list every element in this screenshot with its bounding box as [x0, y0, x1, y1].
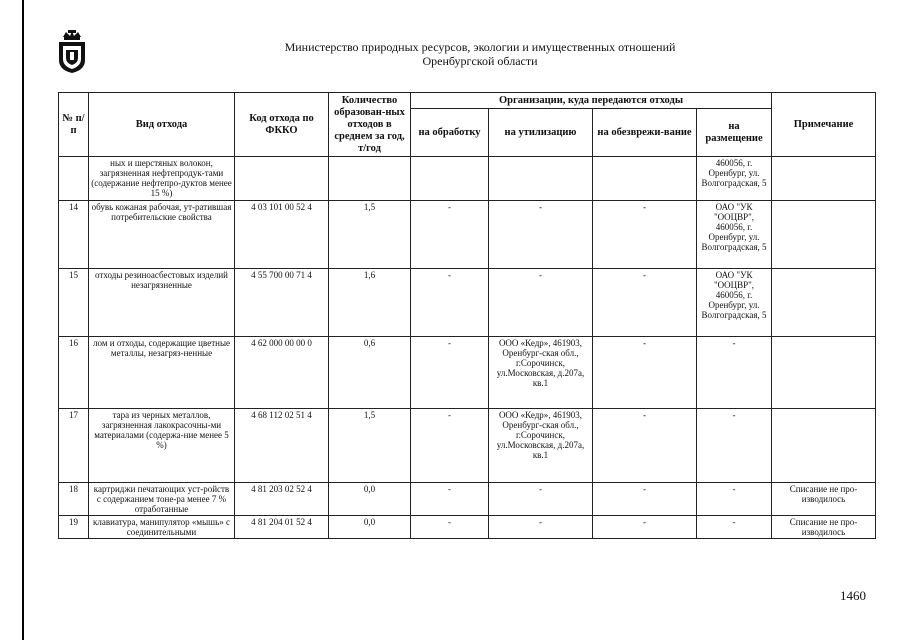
cell-placement: -	[697, 483, 772, 516]
cell-code: 4 68 112 02 51 4	[235, 409, 329, 483]
region-name: Оренбургской области	[422, 54, 538, 68]
cell-placement: -	[697, 516, 772, 539]
cell-processing: -	[411, 409, 489, 483]
cell-code: 4 62 000 00 00 0	[235, 337, 329, 409]
table-row	[59, 157, 876, 201]
col-header-orgs-group: Организации, куда передаются отходы	[411, 93, 772, 109]
cell-neutralization: -	[593, 269, 697, 337]
cell-code: 4 55 700 00 71 4	[235, 269, 329, 337]
cell-utilization: ООО «Кедр», 461903, Оренбург-ская обл., г.Сорочинск, ул.Московская, д.207а, кв.1	[489, 409, 593, 483]
col-header-utilization: на утилизацию	[489, 109, 593, 157]
col-header-neutralization: на обезврежи-вание	[593, 109, 697, 157]
cell-placement: -	[697, 337, 772, 409]
cell-utilization: ООО «Кедр», 461903, Оренбург-ская обл., г.Сорочинск, ул.Московская, д.207а, кв.1	[489, 337, 593, 409]
header-row	[59, 93, 876, 109]
cell-type: отходы резиноасбестовых изделий незагрязненные	[89, 269, 235, 337]
cell-type: тара из черных металлов, загрязненная лакокрасочны-ми материалами (содержа-ние менее 5 %)	[89, 409, 235, 483]
cell-quantity: 0,0	[329, 483, 411, 516]
cell-quantity: 1,6	[329, 269, 411, 337]
cell-num: 19	[59, 516, 89, 539]
cell-processing: -	[411, 201, 489, 269]
cell-neutralization: -	[593, 201, 697, 269]
col-header-num: № п/п	[59, 93, 89, 157]
cell-neutralization: -	[593, 409, 697, 483]
cell-utilization: -	[489, 201, 593, 269]
table-row	[59, 201, 876, 269]
cell-quantity: 1,5	[329, 409, 411, 483]
cell-neutralization: -	[593, 483, 697, 516]
cell-processing: -	[411, 483, 489, 516]
table-row	[59, 269, 876, 337]
table-row	[59, 483, 876, 516]
cell-quantity: 0,6	[329, 337, 411, 409]
cell-num: 17	[59, 409, 89, 483]
col-header-note: Примечание	[772, 93, 876, 157]
page-edge-line	[22, 0, 24, 640]
cell-neutralization: -	[593, 337, 697, 409]
cell-quantity: 1,5	[329, 201, 411, 269]
cell-type: ных и шерстяных волокон, загрязненная нефтепродук-тами (содержание нефтепро-дуктов менее 15 %)	[89, 157, 235, 201]
cell-type: лом и отходы, содержащие цветные металлы, незагряз-ненные	[89, 337, 235, 409]
cell-note	[772, 337, 876, 409]
col-header-placement: на размещение	[697, 109, 772, 157]
cell-placement: -	[697, 409, 772, 483]
cell-note	[772, 269, 876, 337]
cell-utilization: -	[489, 483, 593, 516]
cell-processing: -	[411, 516, 489, 539]
table-row	[59, 337, 876, 409]
document-header	[230, 40, 730, 68]
cell-num: 15	[59, 269, 89, 337]
cell-quantity: 0,0	[329, 516, 411, 539]
cell-note	[772, 201, 876, 269]
page-number: 1460	[840, 588, 866, 603]
cell-placement: ОАО "УК "ООЦВР", 460056, г. Оренбург, ул. Волгоградская, 5	[697, 269, 772, 337]
cell-note	[772, 409, 876, 483]
cell-type: обувь кожаная рабочая, ут-ратившая потребительские свойства	[89, 201, 235, 269]
cell-placement: ОАО "УК "ООЦВР", 460056, г. Оренбург, ул. Волгоградская, 5	[697, 201, 772, 269]
cell-type: картриджи печатающих уст-ройств с содержанием тоне-ра менее 7 % отработанные	[89, 483, 235, 516]
ministry-name: Министерство природных ресурсов, экологии и имущественных отношений	[284, 40, 676, 54]
cell-neutralization: -	[593, 516, 697, 539]
cell-note: Списание не про-изводилось	[772, 483, 876, 516]
cell-num: 14	[59, 201, 89, 269]
cell-utilization: -	[489, 516, 593, 539]
table-row	[59, 409, 876, 483]
cell-placement: 460056, г. Оренбург, ул. Волгоградская, 5	[697, 157, 772, 201]
cell-utilization: -	[489, 269, 593, 337]
col-header-code: Код отхода по ФККО	[235, 93, 329, 157]
cell-num: 18	[59, 483, 89, 516]
cell-type: клавиатура, манипулятор «мышь» с соединительными	[89, 516, 235, 539]
cell-note: Списание не про-изводилось	[772, 516, 876, 539]
waste-table	[58, 92, 876, 539]
cell-processing: -	[411, 337, 489, 409]
table-row	[59, 516, 876, 539]
cell-num: 16	[59, 337, 89, 409]
cell-code: 4 81 203 02 52 4	[235, 483, 329, 516]
col-header-type: Вид отхода	[89, 93, 235, 157]
orenburg-coat-of-arms-icon	[56, 30, 88, 74]
col-header-processing: на обработку	[411, 109, 489, 157]
cell-code: 4 03 101 00 52 4	[235, 201, 329, 269]
col-header-quantity: Количество образован-ных отходов в среднем за год, т/год	[329, 93, 411, 157]
cell-processing: -	[411, 269, 489, 337]
cell-code: 4 81 204 01 52 4	[235, 516, 329, 539]
